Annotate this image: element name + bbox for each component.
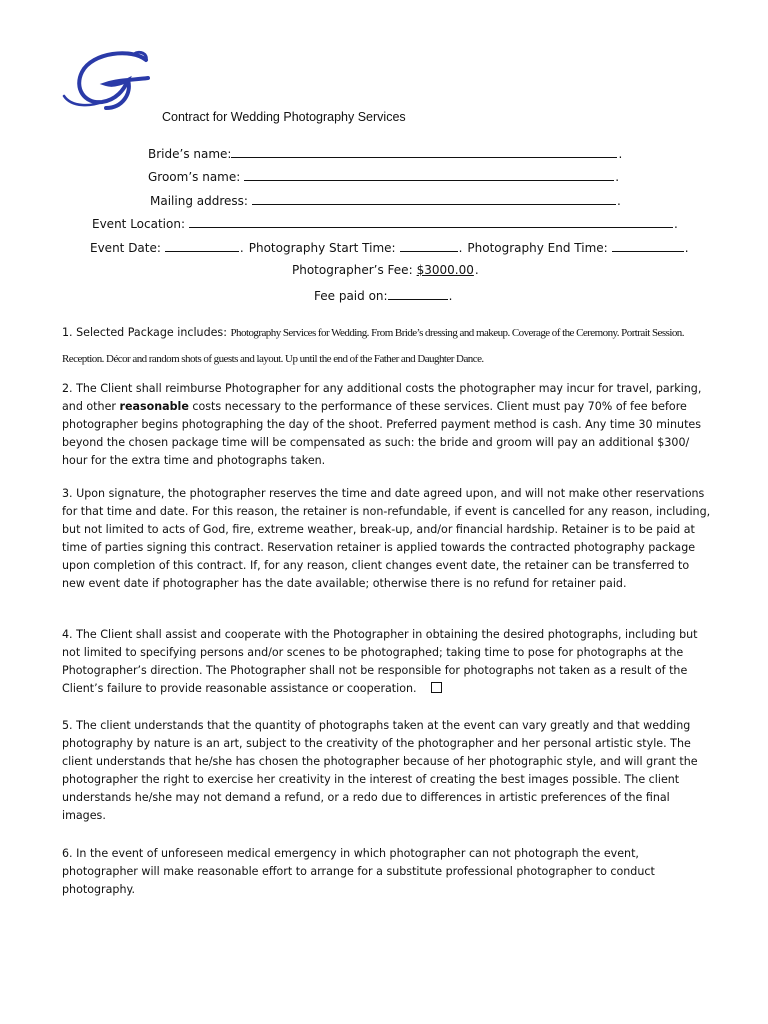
- clause-1-package: Photography Services for Wedding. From Bride’s dressing and makeup. Coverage of the Ceremony. Portrait Session. Reception. Décor and random shots of guests and layout. Up until the end of the Father and Daughter Dance.: [62, 327, 684, 365]
- mailing-address-line[interactable]: [252, 192, 616, 205]
- clause-5: 5. The client understands that the quantity of photographs taken at the event can vary greatly and that wedding photography by nature is an art, subject to the creativity of the photographer and her personal artistic style. The client understands that he/she has chosen the photographer because of her photographic style, and will grant the photographer the right to exercise her creativity in the interest of creating the best images possible. The client understands he/she may not demand a refund, or a redo due to differences in artistic preferences of the final images.: [62, 719, 698, 822]
- end-time-line[interactable]: [612, 239, 684, 252]
- fee-paid-line[interactable]: [388, 287, 448, 300]
- bride-name-field: Bride’s name: .: [148, 147, 623, 161]
- monogram-logo: [62, 50, 154, 110]
- end-time-label: Photography End Time:: [467, 241, 608, 255]
- fee-label: Photographer’s Fee:: [292, 263, 413, 277]
- event-location-line[interactable]: [189, 215, 673, 228]
- acknowledge-checkbox[interactable]: [431, 682, 442, 693]
- fee-value: $3000.00: [416, 263, 474, 277]
- fee-paid-field: Fee paid on: .: [314, 289, 453, 303]
- clause-4: [62, 626, 712, 698]
- clause-3: 3. Upon signature, the photographer reserves the time and date agreed upon, and will not make other reservations for that time and date. For this reason, the retainer is non-refundable, if event is cancelled for any reason, including, but not limited to acts of God, fire, extreme weather, break-up, and/or financial hardship. Retainer is to be paid at time of parties signing this contract. Reservation retainer is applied towards the contracted photography package upon completion of this contract. If, for any reason, client changes event date, the retainer can be transferred to new event date if photographer has the date available; otherwise there is no refund for retainer paid.: [62, 487, 711, 590]
- bride-name-line[interactable]: [231, 145, 617, 158]
- event-date-line[interactable]: [165, 239, 239, 252]
- fee-field: Photographer’s Fee: $3000.00 .: [292, 263, 479, 277]
- groom-name-label: Groom’s name:: [148, 170, 241, 184]
- clause-1-prefix: 1. Selected Package includes:: [62, 326, 227, 339]
- page-title: Contract for Wedding Photography Services: [162, 110, 406, 124]
- clause-2-text-b: costs necessary to the performance of these services. Client must pay 70% of fee before photographer begins photographing the day of the shoot. Preferred payment method is cash. Any time 30 minutes beyond the chosen package time will be compensated as such: the bride and groom will pay an additional $300/ hour for the extra time and photographs taken.: [62, 400, 702, 467]
- mailing-address-label: Mailing address:: [150, 194, 248, 208]
- clause-6: 6. In the event of unforeseen medical emergency in which photographer can not photograph the event, photographer will make reasonable effort to arrange for a substitute professional photographer to conduct photography.: [62, 847, 655, 896]
- mailing-address-field: Mailing address: .: [150, 194, 621, 208]
- fee-paid-label: Fee paid on:: [314, 289, 388, 303]
- groom-name-line[interactable]: [244, 168, 614, 181]
- groom-name-field: Groom’s name: .: [148, 170, 620, 184]
- event-location-label: Event Location:: [92, 217, 185, 231]
- event-date-label: Event Date:: [90, 241, 161, 255]
- bride-name-label: Bride’s name:: [148, 147, 232, 161]
- clause-2: [62, 380, 712, 470]
- clause-2-text-a: 2. The Client shall reimburse Photographer for any additional costs the photographer may incur for travel, parking, and other: [62, 382, 702, 413]
- clause-4-text: 4. The Client shall assist and cooperate with the Photographer in obtaining the desired photographs, including but not limited to specifying persons and/or scenes to be photographed; taking time to pose for photographs at the Photographer’s direction. The Photographer shall not be responsible for photographs not taken as a result of the Client’s failure to provide reasonable assistance or cooperation.: [62, 628, 698, 695]
- event-location-field: Event Location: .: [92, 217, 678, 231]
- clause-1: [62, 320, 712, 372]
- start-time-line[interactable]: [400, 239, 458, 252]
- event-date-row: Event Date: . Photography Start Time: . Photography End Time: .: [90, 241, 689, 255]
- start-time-label: Photography Start Time:: [248, 241, 396, 255]
- clause-2-bold: reasonable: [119, 400, 189, 413]
